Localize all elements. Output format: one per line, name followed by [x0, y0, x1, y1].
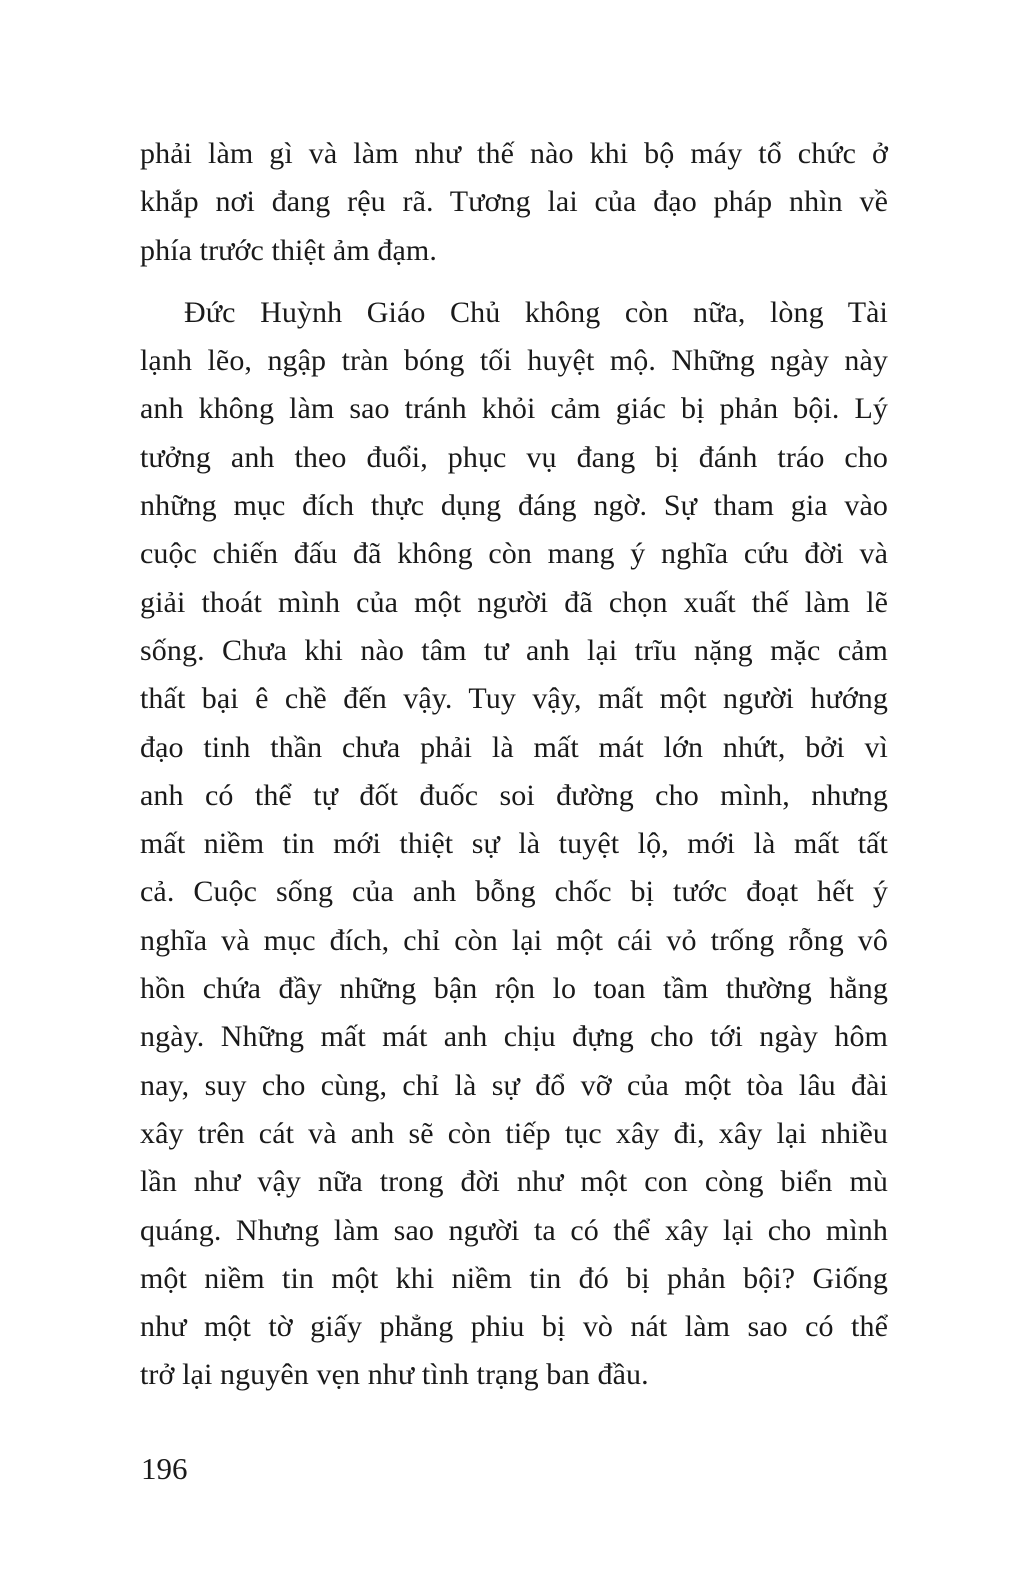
- text-block: [140, 130, 888, 1400]
- text-line: cả. Cuộc sống của anh bỗng chốc bị tước đoạt hết ý: [140, 875, 888, 909]
- text-line: trở lại nguyên vẹn như tình trạng ban đầu.: [140, 1358, 649, 1392]
- text-line: Đức Huỳnh Giáo Chủ không còn nữa, lòng Tài: [184, 295, 888, 329]
- text-line: lạnh lẽo, ngập tràn bóng tối huyệt mộ. Những ngày này: [140, 344, 888, 378]
- text-line: như một tờ giấy phẳng phiu bị vò nát làm sao có thể: [140, 1310, 888, 1344]
- paragraph: [140, 130, 888, 275]
- text-line: anh không làm sao tránh khỏi cảm giác bị phản bội. Lý: [140, 392, 888, 426]
- text-line: những mục đích thực dụng đáng ngờ. Sự tham gia vào: [140, 489, 888, 523]
- text-line: phải làm gì và làm như thế nào khi bộ máy tổ chức ở: [140, 137, 888, 170]
- text-line: anh có thể tự đốt đuốc soi đường cho mình, nhưng: [140, 778, 888, 812]
- text-line: nghĩa và mục đích, chỉ còn lại một cái vỏ trống rỗng vô: [140, 923, 888, 957]
- text-line: lần như vậy nữa trong đời như một con còng biển mù: [140, 1165, 888, 1199]
- text-line: mất niềm tin mới thiệt sự là tuyệt lộ, mới là mất tất: [140, 827, 888, 861]
- text-line: giải thoát mình của một người đã chọn xuất thế làm lẽ: [140, 585, 888, 619]
- text-line: xây trên cát và anh sẽ còn tiếp tục xây đi, xây lại nhiều: [140, 1116, 888, 1150]
- text-line: thất bại ê chề đến vậy. Tuy vậy, mất một người hướng: [140, 682, 888, 716]
- text-line: một niềm tin một khi niềm tin đó bị phản bội? Giống: [140, 1261, 888, 1295]
- text-line: khắp nơi đang rệu rã. Tương lai của đạo pháp nhìn về: [140, 185, 888, 219]
- text-line: ngày. Những mất mát anh chịu đựng cho tới ngày hôm: [140, 1020, 888, 1054]
- text-line: cuộc chiến đấu đã không còn mang ý nghĩa cứu đời và: [140, 537, 888, 571]
- paragraph: [140, 289, 888, 1400]
- page-number: 196: [141, 1451, 188, 1486]
- text-line: hồn chứa đầy những bận rộn lo toan tầm thường hằng: [140, 972, 888, 1006]
- text-line: nay, suy cho cùng, chỉ là sự đổ vỡ của một tòa lâu đài: [140, 1068, 888, 1102]
- text-line: sống. Chưa khi nào tâm tư anh lại trĩu nặng mặc cảm: [140, 633, 888, 667]
- text-line: phía trước thiệt ảm đạm.: [140, 233, 437, 267]
- text-line: đạo tinh thần chưa phải là mất mát lớn nhứt, bởi vì: [140, 730, 888, 764]
- text-line: tưởng anh theo đuổi, phục vụ đang bị đánh tráo cho: [140, 440, 888, 474]
- text-line: quáng. Nhưng làm sao người ta có thể xây lại cho mình: [140, 1213, 888, 1247]
